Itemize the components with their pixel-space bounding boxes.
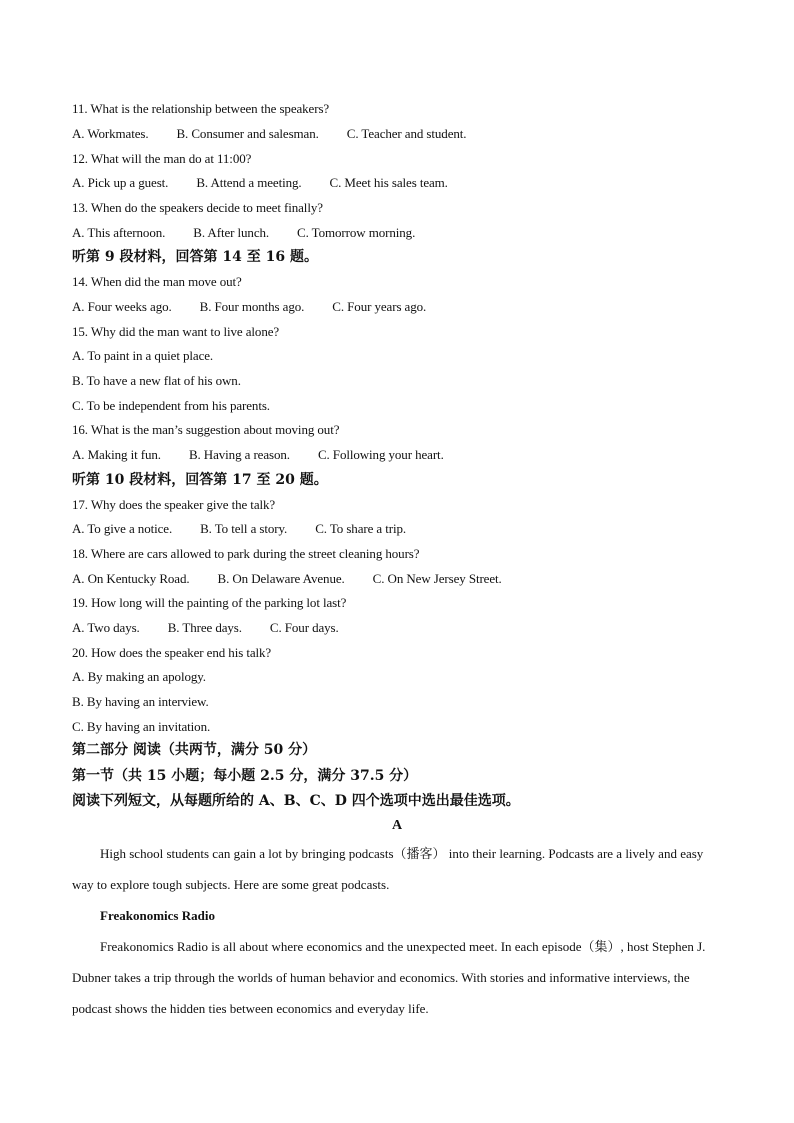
option-a: A. On Kentucky Road.	[72, 571, 190, 586]
option-15-a: A. To paint in a quiet place.	[72, 348, 214, 363]
options-18	[72, 571, 530, 587]
question-11: 11. What is the relationship between the speakers?	[72, 101, 330, 116]
option-b: B. Three days.	[167, 620, 242, 635]
option-a: A. Making it fun.	[72, 447, 161, 462]
option-c: C. Four years ago.	[332, 299, 427, 314]
question-13: 13. When do the speakers decide to meet finally?	[72, 200, 323, 215]
part-2-heading: 第二部分 阅读（共两节，满分 50 分）	[72, 742, 317, 758]
option-a: A. Two days.	[72, 620, 140, 635]
option-c: C. To share a trip.	[315, 521, 407, 536]
options-19	[72, 620, 367, 636]
option-c: C. Following your heart.	[317, 447, 444, 462]
options-13	[72, 225, 443, 241]
option-b: B. Four months ago.	[199, 299, 305, 314]
option-c: C. On New Jersey Street.	[372, 571, 502, 586]
option-20-a: A. By making an apology.	[72, 669, 206, 684]
options-11	[72, 126, 494, 142]
option-a: A. This afternoon.	[72, 225, 166, 240]
question-17: 17. Why does the speaker give the talk?	[72, 497, 276, 512]
question-19: 19. How long will the painting of the parking lot last?	[72, 595, 347, 610]
option-b: B. After lunch.	[193, 225, 270, 240]
options-12	[72, 175, 476, 191]
option-20-b: B. By having an interview.	[72, 694, 209, 709]
option-c: C. Meet his sales team.	[329, 175, 448, 190]
section-9-heading: 听第 9 段材料，回答第 14 至 16 题。	[72, 249, 318, 265]
option-20-c: C. By having an invitation.	[72, 719, 211, 734]
section-10-heading: 听第 10 段材料，回答第 17 至 20 题。	[72, 472, 328, 488]
section-1-heading: 第一节（共 15 小题；每小题 2.5 分，满分 37.5 分）	[72, 768, 418, 784]
option-15-c: C. To be independent from his parents.	[72, 398, 270, 413]
passage-subtitle: Freakonomics Radio	[100, 908, 215, 923]
option-b: B. Consumer and salesman.	[176, 126, 319, 141]
question-16: 16. What is the man’s suggestion about moving out?	[72, 422, 340, 437]
option-c: C. Four days.	[269, 620, 339, 635]
question-20: 20. How does the speaker end his talk?	[72, 645, 272, 660]
question-14: 14. When did the man move out?	[72, 274, 242, 289]
options-17	[72, 521, 434, 537]
option-a: A. Four weeks ago.	[72, 299, 172, 314]
passage-intro: High school students can gain a lot by bringing podcasts（播客） into their learning. Podcasts are a lively and easy way to explore tough subjects. Here are some great podcasts.	[72, 846, 704, 892]
question-15: 15. Why did the man want to live alone?	[72, 324, 280, 339]
option-b: B. To tell a story.	[200, 521, 288, 536]
passage-body: Freakonomics Radio is all about where economics and the unexpected meet. In each episode（集）, host Stephen J. Dubner takes a trip through the worlds of human behavior and economics. With stories and informative interviews, the podcast shows the hidden ties between economics and everyday life.	[72, 939, 706, 1016]
option-15-b: B. To have a new flat of his own.	[72, 373, 241, 388]
option-b: B. Attend a meeting.	[196, 175, 302, 190]
option-b: B. Having a reason.	[188, 447, 290, 462]
option-a: A. Pick up a guest.	[72, 175, 169, 190]
option-a: A. To give a notice.	[72, 521, 173, 536]
option-c: C. Tomorrow morning.	[297, 225, 416, 240]
options-16	[72, 447, 472, 463]
question-12: 12. What will the man do at 11:00?	[72, 151, 252, 166]
option-c: C. Teacher and student.	[346, 126, 467, 141]
options-14	[72, 299, 454, 315]
question-18: 18. Where are cars allowed to park during the street cleaning hours?	[72, 546, 420, 561]
option-a: A. Workmates.	[72, 126, 149, 141]
option-b: B. On Delaware Avenue.	[217, 571, 345, 586]
passage-letter: A	[391, 818, 403, 833]
reading-instruction: 阅读下列短文，从每题所给的 A、B、C、D 四个选项中选出最佳选项。	[72, 793, 520, 809]
